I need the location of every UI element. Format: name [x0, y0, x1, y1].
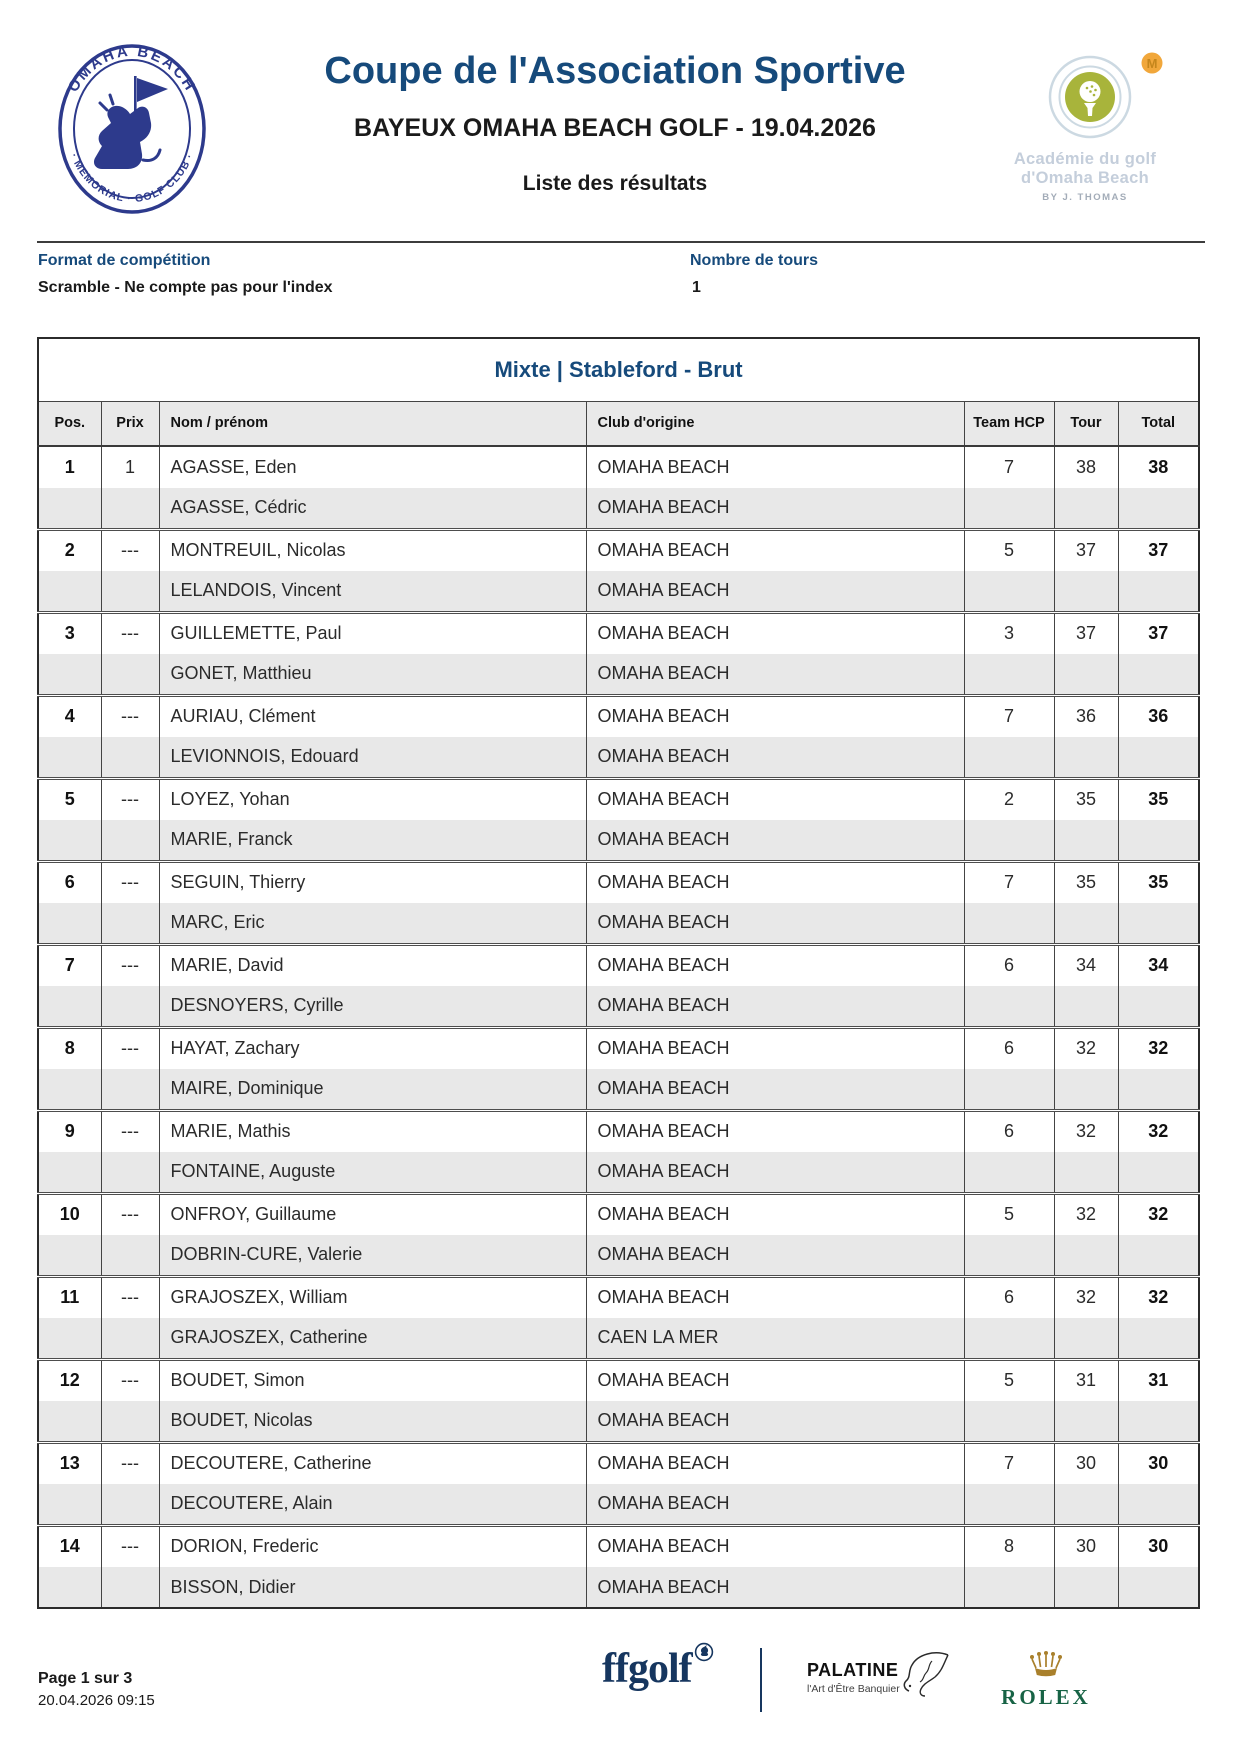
- prix-cell: ---: [101, 612, 159, 654]
- total-cell: [1118, 986, 1199, 1027]
- event-subtitle: BAYEUX OMAHA BEACH GOLF - 19.04.2026: [354, 114, 876, 142]
- prix-cell: ---: [101, 1193, 159, 1235]
- player-name-cell: DOBRIN-CURE, Valerie: [159, 1235, 586, 1276]
- tour-cell: [1054, 1069, 1118, 1110]
- table-row: [38, 820, 1199, 861]
- total-cell: [1118, 737, 1199, 778]
- format-label: Format de compétition: [38, 252, 211, 269]
- club-cell: OMAHA BEACH: [586, 1525, 964, 1567]
- table-row: [38, 944, 1199, 986]
- pos-cell: 9: [38, 1110, 101, 1152]
- table-row: [38, 1318, 1199, 1359]
- tour-cell: [1054, 571, 1118, 612]
- player-name-cell: GONET, Matthieu: [159, 654, 586, 695]
- format-value: Scramble - Ne compte pas pour l'index: [38, 279, 333, 296]
- table-row: [38, 1235, 1199, 1276]
- total-cell: 34: [1118, 944, 1199, 986]
- pos-cell: [38, 986, 101, 1027]
- results-tbody: [38, 446, 1199, 1608]
- club-cell: OMAHA BEACH: [586, 737, 964, 778]
- prix-cell: [101, 1152, 159, 1193]
- prix-cell: 1: [101, 446, 159, 488]
- academy-name-line1: Académie du golf: [1013, 150, 1157, 168]
- ffgolf-rooster-badge-icon: [694, 1642, 714, 1662]
- club-cell: OMAHA BEACH: [586, 820, 964, 861]
- club-cell: OMAHA BEACH: [586, 944, 964, 986]
- omaha-beach-club-logo: [55, 40, 209, 218]
- total-cell: 35: [1118, 778, 1199, 820]
- prix-cell: [101, 903, 159, 944]
- table-row: [38, 529, 1199, 571]
- pos-cell: 5: [38, 778, 101, 820]
- total-cell: 35: [1118, 861, 1199, 903]
- total-cell: [1118, 654, 1199, 695]
- tour-cell: 32: [1054, 1193, 1118, 1235]
- hcp-cell: 6: [964, 1276, 1054, 1318]
- hcp-cell: 6: [964, 1110, 1054, 1152]
- palatine-logo: [807, 1660, 900, 1695]
- tour-cell: 35: [1054, 861, 1118, 903]
- total-cell: 37: [1118, 612, 1199, 654]
- prix-cell: ---: [101, 778, 159, 820]
- total-cell: 30: [1118, 1525, 1199, 1567]
- player-name-cell: LOYEZ, Yohan: [159, 778, 586, 820]
- prix-cell: ---: [101, 1525, 159, 1567]
- hcp-cell: 2: [964, 778, 1054, 820]
- tour-cell: 30: [1054, 1442, 1118, 1484]
- hcp-cell: 7: [964, 695, 1054, 737]
- badge-arc-top-text: OMAHA BEACH: [64, 42, 200, 96]
- tour-cell: 38: [1054, 446, 1118, 488]
- table-header-row: [38, 401, 1199, 446]
- player-name-cell: MARIE, Mathis: [159, 1110, 586, 1152]
- table-row: [38, 737, 1199, 778]
- table-row: [38, 488, 1199, 529]
- tour-cell: [1054, 1567, 1118, 1608]
- pos-cell: 14: [38, 1525, 101, 1567]
- rolex-logo-text: ROLEX: [1001, 1685, 1091, 1709]
- tour-cell: [1054, 986, 1118, 1027]
- generation-datetime: 20.04.2026 09:15: [38, 1692, 155, 1709]
- prix-cell: [101, 488, 159, 529]
- total-cell: [1118, 1235, 1199, 1276]
- total-cell: 37: [1118, 529, 1199, 571]
- hcp-cell: [964, 571, 1054, 612]
- prix-cell: [101, 1484, 159, 1525]
- club-cell: OMAHA BEACH: [586, 612, 964, 654]
- academy-byline: BY J. THOMAS: [1042, 192, 1128, 203]
- pos-cell: 8: [38, 1027, 101, 1069]
- hcp-cell: [964, 1484, 1054, 1525]
- hcp-cell: 5: [964, 529, 1054, 571]
- pos-cell: [38, 1318, 101, 1359]
- total-cell: 31: [1118, 1359, 1199, 1401]
- prix-cell: [101, 1567, 159, 1608]
- club-cell: OMAHA BEACH: [586, 1027, 964, 1069]
- tour-cell: [1054, 1318, 1118, 1359]
- table-section-title-row: [38, 338, 1199, 401]
- table-row: [38, 861, 1199, 903]
- page-title: Coupe de l'Association Sportive: [324, 50, 906, 92]
- tour-cell: [1054, 1235, 1118, 1276]
- table-row: [38, 446, 1199, 488]
- prix-cell: ---: [101, 944, 159, 986]
- tour-cell: [1054, 1152, 1118, 1193]
- prix-cell: ---: [101, 1110, 159, 1152]
- table-row: [38, 695, 1199, 737]
- club-cell: OMAHA BEACH: [586, 488, 964, 529]
- tour-cell: [1054, 1484, 1118, 1525]
- prix-cell: ---: [101, 1442, 159, 1484]
- tour-cell: [1054, 737, 1118, 778]
- player-name-cell: LEVIONNOIS, Edouard: [159, 737, 586, 778]
- table-row: [38, 571, 1199, 612]
- total-cell: 32: [1118, 1276, 1199, 1318]
- club-cell: OMAHA BEACH: [586, 861, 964, 903]
- table-row: [38, 1193, 1199, 1235]
- palatine-horse-icon: [901, 1650, 953, 1700]
- hcp-cell: 5: [964, 1359, 1054, 1401]
- prix-cell: [101, 737, 159, 778]
- hcp-cell: [964, 737, 1054, 778]
- hcp-cell: [964, 654, 1054, 695]
- rolex-crown-icon: [1027, 1650, 1065, 1677]
- hcp-cell: [964, 1318, 1054, 1359]
- hcp-cell: [964, 1401, 1054, 1442]
- results-table: [37, 337, 1200, 1609]
- tour-cell: 30: [1054, 1525, 1118, 1567]
- club-cell: OMAHA BEACH: [586, 1235, 964, 1276]
- pos-cell: [38, 1152, 101, 1193]
- pos-cell: 12: [38, 1359, 101, 1401]
- club-cell: OMAHA BEACH: [586, 1193, 964, 1235]
- player-name-cell: DECOUTERE, Alain: [159, 1484, 586, 1525]
- total-cell: [1118, 903, 1199, 944]
- table-row: [38, 1484, 1199, 1525]
- badge-arc-bottom-text: · MEMORIAL · GOLF CLUB ·: [67, 151, 197, 206]
- club-cell: OMAHA BEACH: [586, 446, 964, 488]
- table-row: [38, 986, 1199, 1027]
- academy-name-line2: d'Omaha Beach: [1021, 169, 1149, 187]
- tour-cell: 37: [1054, 612, 1118, 654]
- pos-cell: 10: [38, 1193, 101, 1235]
- hcp-cell: [964, 903, 1054, 944]
- table-row: [38, 1027, 1199, 1069]
- col-header-name: Nom / prénom: [159, 401, 586, 446]
- pos-cell: [38, 1484, 101, 1525]
- tour-cell: 32: [1054, 1276, 1118, 1318]
- hcp-cell: [964, 820, 1054, 861]
- total-cell: [1118, 1484, 1199, 1525]
- club-cell: OMAHA BEACH: [586, 1069, 964, 1110]
- table-row: [38, 654, 1199, 695]
- club-cell: CAEN LA MER: [586, 1318, 964, 1359]
- total-cell: [1118, 571, 1199, 612]
- prix-cell: [101, 986, 159, 1027]
- col-header-club: Club d'origine: [586, 401, 964, 446]
- player-name-cell: HAYAT, Zachary: [159, 1027, 586, 1069]
- prix-cell: [101, 1235, 159, 1276]
- table-row: [38, 1442, 1199, 1484]
- player-name-cell: BOUDET, Nicolas: [159, 1401, 586, 1442]
- table-section-title: Mixte | Stableford - Brut: [38, 338, 1199, 401]
- hcp-cell: [964, 986, 1054, 1027]
- total-cell: [1118, 1318, 1199, 1359]
- player-name-cell: GUILLEMETTE, Paul: [159, 612, 586, 654]
- player-name-cell: MARIE, Franck: [159, 820, 586, 861]
- lion-flag-emblem: [94, 76, 168, 169]
- pos-cell: 4: [38, 695, 101, 737]
- hcp-cell: 8: [964, 1525, 1054, 1567]
- pos-cell: 3: [38, 612, 101, 654]
- palatine-tagline: l'Art d'Être Banquier: [807, 1683, 900, 1695]
- player-name-cell: LELANDOIS, Vincent: [159, 571, 586, 612]
- club-cell: OMAHA BEACH: [586, 1152, 964, 1193]
- pos-cell: [38, 1069, 101, 1110]
- total-cell: 36: [1118, 695, 1199, 737]
- table-row: [38, 1359, 1199, 1401]
- pos-cell: [38, 488, 101, 529]
- tour-cell: [1054, 654, 1118, 695]
- pos-cell: 11: [38, 1276, 101, 1318]
- player-name-cell: DESNOYERS, Cyrille: [159, 986, 586, 1027]
- player-name-cell: FONTAINE, Auguste: [159, 1152, 586, 1193]
- club-cell: OMAHA BEACH: [586, 1442, 964, 1484]
- prix-cell: [101, 1318, 159, 1359]
- rolex-logo: [998, 1650, 1094, 1710]
- club-cell: OMAHA BEACH: [586, 1401, 964, 1442]
- prix-cell: [101, 1401, 159, 1442]
- pos-cell: [38, 903, 101, 944]
- tour-cell: 35: [1054, 778, 1118, 820]
- prix-cell: [101, 1069, 159, 1110]
- page-number: Page 1 sur 3: [38, 1670, 133, 1687]
- col-header-total: Total: [1118, 401, 1199, 446]
- pos-cell: [38, 1401, 101, 1442]
- player-name-cell: MAIRE, Dominique: [159, 1069, 586, 1110]
- club-cell: OMAHA BEACH: [586, 529, 964, 571]
- tour-cell: 36: [1054, 695, 1118, 737]
- tour-cell: 37: [1054, 529, 1118, 571]
- tour-cell: 32: [1054, 1027, 1118, 1069]
- hcp-cell: [964, 1069, 1054, 1110]
- hcp-cell: 7: [964, 446, 1054, 488]
- tour-cell: [1054, 820, 1118, 861]
- hcp-cell: [964, 1235, 1054, 1276]
- table-row: [38, 1152, 1199, 1193]
- total-cell: [1118, 1567, 1199, 1608]
- pos-cell: 2: [38, 529, 101, 571]
- prix-cell: ---: [101, 861, 159, 903]
- player-name-cell: GRAJOSZEX, Catherine: [159, 1318, 586, 1359]
- table-row: [38, 778, 1199, 820]
- player-name-cell: GRAJOSZEX, William: [159, 1276, 586, 1318]
- player-name-cell: DORION, Frederic: [159, 1525, 586, 1567]
- header-divider-rule: [37, 241, 1205, 243]
- prix-cell: ---: [101, 1276, 159, 1318]
- tour-cell: [1054, 488, 1118, 529]
- pos-cell: [38, 571, 101, 612]
- player-name-cell: MARC, Eric: [159, 903, 586, 944]
- player-name-cell: BOUDET, Simon: [159, 1359, 586, 1401]
- total-cell: 38: [1118, 446, 1199, 488]
- player-name-cell: ONFROY, Guillaume: [159, 1193, 586, 1235]
- pos-cell: 13: [38, 1442, 101, 1484]
- document-type-title: Liste des résultats: [522, 172, 708, 195]
- club-cell: OMAHA BEACH: [586, 986, 964, 1027]
- tour-cell: [1054, 1401, 1118, 1442]
- player-name-cell: AGASSE, Eden: [159, 446, 586, 488]
- svg-text:M: M: [1146, 56, 1158, 71]
- academy-golf-logo: [1008, 40, 1183, 152]
- total-cell: [1118, 1401, 1199, 1442]
- pos-cell: [38, 1567, 101, 1608]
- total-cell: [1118, 1152, 1199, 1193]
- pos-cell: [38, 820, 101, 861]
- hcp-cell: 3: [964, 612, 1054, 654]
- pos-cell: [38, 654, 101, 695]
- palatine-logo-text: PALATINE: [807, 1660, 899, 1680]
- prix-cell: ---: [101, 695, 159, 737]
- pos-cell: 1: [38, 446, 101, 488]
- hcp-cell: [964, 1567, 1054, 1608]
- prix-cell: ---: [101, 529, 159, 571]
- footer-divider: [760, 1648, 762, 1712]
- col-header-tour: Tour: [1054, 401, 1118, 446]
- col-header-team-hcp: Team HCP: [964, 401, 1054, 446]
- hcp-cell: 5: [964, 1193, 1054, 1235]
- total-cell: [1118, 1069, 1199, 1110]
- club-cell: OMAHA BEACH: [586, 1567, 964, 1608]
- total-cell: 30: [1118, 1442, 1199, 1484]
- tour-cell: 34: [1054, 944, 1118, 986]
- hcp-cell: 6: [964, 1027, 1054, 1069]
- player-name-cell: SEGUIN, Thierry: [159, 861, 586, 903]
- table-row: [38, 1525, 1199, 1567]
- player-name-cell: AURIAU, Clément: [159, 695, 586, 737]
- pos-cell: [38, 1235, 101, 1276]
- player-name-cell: AGASSE, Cédric: [159, 488, 586, 529]
- club-cell: OMAHA BEACH: [586, 903, 964, 944]
- prix-cell: [101, 654, 159, 695]
- club-cell: OMAHA BEACH: [586, 1110, 964, 1152]
- club-cell: OMAHA BEACH: [586, 1359, 964, 1401]
- m-badge-icon: [1142, 53, 1163, 74]
- total-cell: [1118, 488, 1199, 529]
- hcp-cell: 7: [964, 861, 1054, 903]
- hcp-cell: [964, 1152, 1054, 1193]
- hcp-cell: 7: [964, 1442, 1054, 1484]
- club-cell: OMAHA BEACH: [586, 571, 964, 612]
- total-cell: 32: [1118, 1193, 1199, 1235]
- total-cell: 32: [1118, 1027, 1199, 1069]
- table-row: [38, 612, 1199, 654]
- tour-cell: 32: [1054, 1110, 1118, 1152]
- prix-cell: ---: [101, 1027, 159, 1069]
- prix-cell: ---: [101, 1359, 159, 1401]
- prix-cell: [101, 820, 159, 861]
- player-name-cell: MARIE, David: [159, 944, 586, 986]
- rounds-value: 1: [692, 279, 701, 296]
- pos-cell: 6: [38, 861, 101, 903]
- rounds-label: Nombre de tours: [690, 252, 819, 269]
- col-header-pos: Pos.: [38, 401, 101, 446]
- club-cell: OMAHA BEACH: [586, 778, 964, 820]
- ffgolf-logo-text: ffgolf: [602, 1646, 692, 1692]
- hcp-cell: [964, 488, 1054, 529]
- tour-cell: 31: [1054, 1359, 1118, 1401]
- player-name-cell: DECOUTERE, Catherine: [159, 1442, 586, 1484]
- col-header-prix: Prix: [101, 401, 159, 446]
- table-row: [38, 1110, 1199, 1152]
- table-row: [38, 903, 1199, 944]
- table-row: [38, 1069, 1199, 1110]
- table-row: [38, 1276, 1199, 1318]
- ffgolf-logo: [602, 1648, 692, 1690]
- club-cell: OMAHA BEACH: [586, 654, 964, 695]
- club-cell: OMAHA BEACH: [586, 1276, 964, 1318]
- club-cell: OMAHA BEACH: [586, 1484, 964, 1525]
- pos-cell: 7: [38, 944, 101, 986]
- prix-cell: [101, 571, 159, 612]
- player-name-cell: BISSON, Didier: [159, 1567, 586, 1608]
- table-row: [38, 1567, 1199, 1608]
- table-row: [38, 1401, 1199, 1442]
- pos-cell: [38, 737, 101, 778]
- player-name-cell: MONTREUIL, Nicolas: [159, 529, 586, 571]
- hcp-cell: 6: [964, 944, 1054, 986]
- total-cell: [1118, 820, 1199, 861]
- club-cell: OMAHA BEACH: [586, 695, 964, 737]
- total-cell: 32: [1118, 1110, 1199, 1152]
- tour-cell: [1054, 903, 1118, 944]
